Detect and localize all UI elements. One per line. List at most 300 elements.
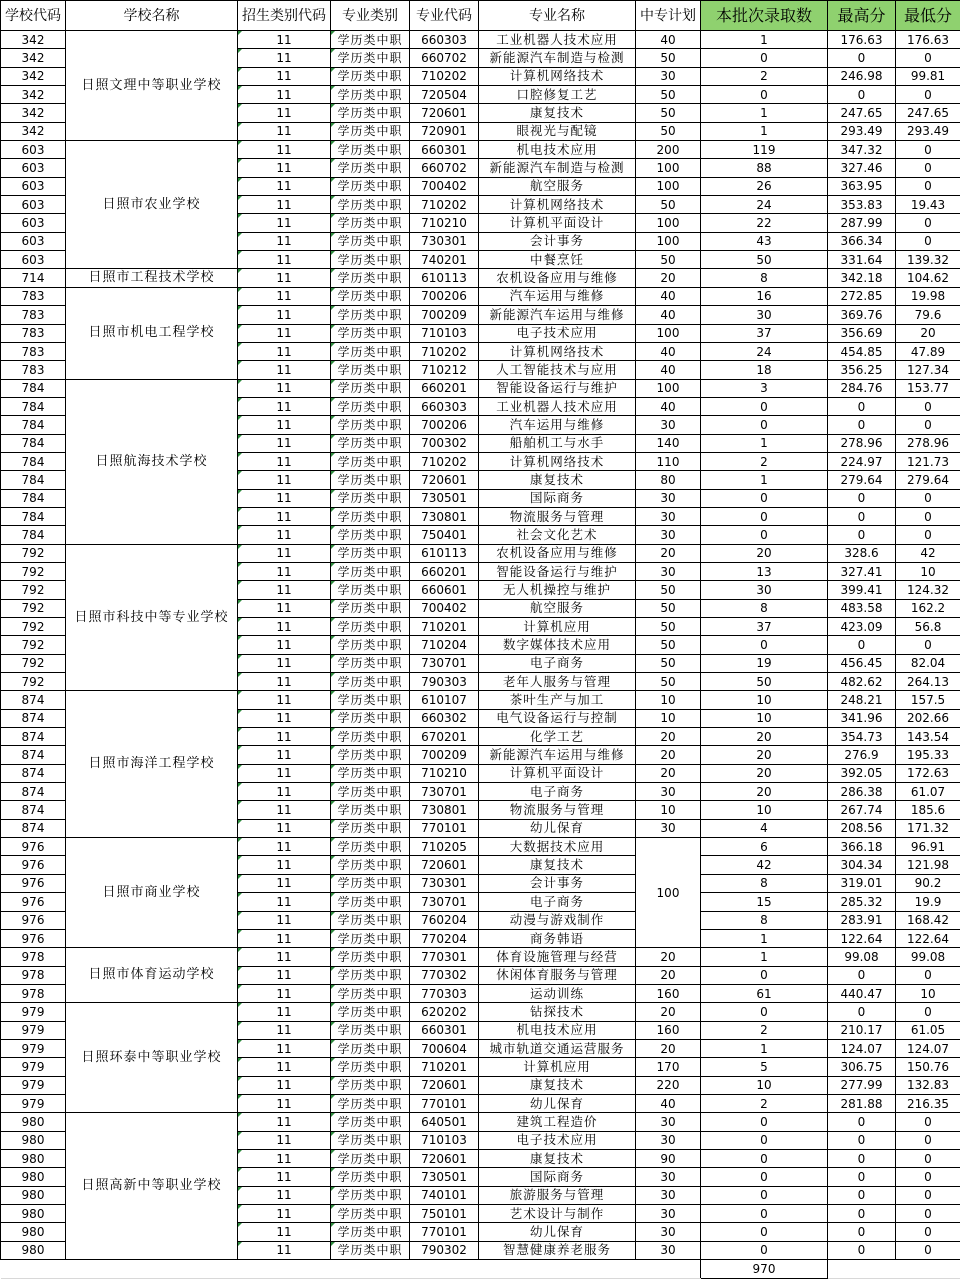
cell-category-code[interactable]: 11 [238, 728, 331, 746]
cell-admitted[interactable]: 1 [701, 434, 828, 452]
cell-major-name[interactable]: 电子商务 [479, 654, 636, 672]
cell-major-type[interactable]: 学历类中职 [331, 654, 410, 672]
cell-major-type[interactable]: 学历类中职 [331, 544, 410, 562]
cell-min-score[interactable]: 127.34 [896, 361, 960, 379]
cell-major-type[interactable]: 学历类中职 [331, 801, 410, 819]
cell-major-name[interactable]: 物流服务与管理 [479, 801, 636, 819]
cell-max-score[interactable]: 208.56 [828, 819, 896, 837]
cell-school-code[interactable]: 792 [1, 636, 66, 654]
cell-major-name[interactable]: 化学工艺 [479, 728, 636, 746]
cell-major-name[interactable]: 运动训练 [479, 984, 636, 1002]
cell-major-code[interactable]: 660301 [410, 1021, 479, 1039]
cell-min-score[interactable]: 143.54 [896, 728, 960, 746]
cell-admitted[interactable]: 24 [701, 342, 828, 360]
cell-major-code[interactable]: 700604 [410, 1039, 479, 1057]
cell-category-code[interactable]: 11 [238, 452, 331, 470]
cell-admitted[interactable]: 2 [701, 1021, 828, 1039]
cell-min-score[interactable]: 0 [896, 1131, 960, 1149]
cell-max-score[interactable]: 347.32 [828, 141, 896, 159]
cell-major-name[interactable]: 物流服务与管理 [479, 507, 636, 525]
cell-major-code[interactable]: 770101 [410, 819, 479, 837]
cell-plan[interactable]: 50 [636, 673, 701, 691]
cell-major-name[interactable]: 国际商务 [479, 1168, 636, 1186]
cell-major-type[interactable]: 学历类中职 [331, 599, 410, 617]
header-min-score[interactable]: 最低分 [896, 1, 960, 31]
cell-major-type[interactable]: 学历类中职 [331, 49, 410, 67]
cell-max-score[interactable]: 0 [828, 1131, 896, 1149]
cell-category-code[interactable]: 11 [238, 342, 331, 360]
cell-category-code[interactable]: 11 [238, 159, 331, 177]
cell-min-score[interactable]: 0 [896, 232, 960, 250]
cell-major-name[interactable]: 计算机平面设计 [479, 214, 636, 232]
cell-school-code[interactable]: 874 [1, 819, 66, 837]
cell-category-code[interactable]: 11 [238, 1131, 331, 1149]
empty-cell[interactable] [238, 1260, 331, 1279]
cell-plan[interactable]: 50 [636, 581, 701, 599]
cell-max-score[interactable]: 246.98 [828, 67, 896, 85]
cell-max-score[interactable]: 366.34 [828, 232, 896, 250]
cell-plan[interactable]: 100 [636, 159, 701, 177]
cell-max-score[interactable]: 440.47 [828, 984, 896, 1002]
cell-admitted[interactable]: 19 [701, 654, 828, 672]
cell-major-name[interactable]: 康复技术 [479, 1076, 636, 1094]
cell-category-code[interactable]: 11 [238, 966, 331, 984]
cell-plan[interactable]: 30 [636, 783, 701, 801]
cell-major-code[interactable]: 700402 [410, 177, 479, 195]
cell-max-score[interactable]: 210.17 [828, 1021, 896, 1039]
cell-school-code[interactable]: 980 [1, 1223, 66, 1241]
cell-major-type[interactable]: 学历类中职 [331, 1149, 410, 1167]
cell-max-score[interactable]: 0 [828, 526, 896, 544]
cell-school-name[interactable]: 日照市海洋工程学校 [66, 691, 238, 838]
cell-max-score[interactable]: 392.05 [828, 764, 896, 782]
cell-min-score[interactable]: 79.6 [896, 306, 960, 324]
cell-plan[interactable]: 100 [636, 232, 701, 250]
cell-min-score[interactable]: 61.07 [896, 783, 960, 801]
cell-plan[interactable]: 30 [636, 1223, 701, 1241]
cell-plan[interactable]: 40 [636, 1094, 701, 1112]
cell-major-code[interactable]: 660201 [410, 379, 479, 397]
cell-max-score[interactable]: 279.64 [828, 471, 896, 489]
cell-category-code[interactable]: 11 [238, 599, 331, 617]
cell-major-code[interactable]: 700402 [410, 599, 479, 617]
cell-max-score[interactable]: 483.58 [828, 599, 896, 617]
cell-major-name[interactable]: 建筑工程造价 [479, 1113, 636, 1131]
cell-plan[interactable]: 30 [636, 1113, 701, 1131]
cell-major-type[interactable]: 学历类中职 [331, 361, 410, 379]
cell-plan[interactable]: 220 [636, 1076, 701, 1094]
cell-category-code[interactable]: 11 [238, 49, 331, 67]
cell-max-score[interactable]: 0 [828, 1113, 896, 1131]
cell-school-code[interactable]: 603 [1, 141, 66, 159]
cell-min-score[interactable]: 0 [896, 214, 960, 232]
cell-min-score[interactable]: 19.98 [896, 287, 960, 305]
cell-major-type[interactable]: 学历类中职 [331, 874, 410, 892]
cell-min-score[interactable]: 19.9 [896, 893, 960, 911]
cell-major-name[interactable]: 农机设备应用与维修 [479, 544, 636, 562]
cell-plan[interactable]: 160 [636, 1021, 701, 1039]
cell-major-name[interactable]: 汽车运用与维修 [479, 287, 636, 305]
cell-category-code[interactable]: 11 [238, 984, 331, 1002]
header-plan[interactable]: 中专计划 [636, 1, 701, 31]
cell-major-type[interactable]: 学历类中职 [331, 86, 410, 104]
cell-major-code[interactable]: 770301 [410, 948, 479, 966]
cell-major-type[interactable]: 学历类中职 [331, 1113, 410, 1131]
cell-major-type[interactable]: 学历类中职 [331, 31, 410, 49]
cell-category-code[interactable]: 11 [238, 196, 331, 214]
cell-major-type[interactable]: 学历类中职 [331, 434, 410, 452]
cell-max-score[interactable]: 423.09 [828, 618, 896, 636]
cell-school-code[interactable]: 792 [1, 562, 66, 580]
cell-category-code[interactable]: 11 [238, 562, 331, 580]
empty-cell[interactable] [896, 1260, 960, 1279]
cell-admitted[interactable]: 1 [701, 122, 828, 140]
header-major-type[interactable]: 专业类别 [331, 1, 410, 31]
cell-min-score[interactable]: 104.62 [896, 269, 960, 287]
cell-major-name[interactable]: 商务韩语 [479, 929, 636, 947]
cell-major-name[interactable]: 计算机网络技术 [479, 196, 636, 214]
cell-category-code[interactable]: 11 [238, 86, 331, 104]
cell-admitted[interactable]: 50 [701, 673, 828, 691]
cell-major-code[interactable]: 730701 [410, 893, 479, 911]
cell-category-code[interactable]: 11 [238, 526, 331, 544]
cell-max-score[interactable]: 327.41 [828, 562, 896, 580]
cell-school-code[interactable]: 603 [1, 196, 66, 214]
cell-school-code[interactable]: 783 [1, 324, 66, 342]
cell-major-name[interactable]: 电子商务 [479, 893, 636, 911]
cell-max-score[interactable]: 0 [828, 1003, 896, 1021]
cell-major-code[interactable]: 790302 [410, 1241, 479, 1259]
cell-school-code[interactable]: 784 [1, 526, 66, 544]
cell-school-code[interactable]: 976 [1, 911, 66, 929]
cell-admitted[interactable]: 0 [701, 966, 828, 984]
cell-major-type[interactable]: 学历类中职 [331, 122, 410, 140]
cell-school-code[interactable]: 874 [1, 764, 66, 782]
cell-major-type[interactable]: 学历类中职 [331, 526, 410, 544]
cell-category-code[interactable]: 11 [238, 232, 331, 250]
cell-major-name[interactable]: 体育设施管理与经营 [479, 948, 636, 966]
cell-category-code[interactable]: 11 [238, 673, 331, 691]
cell-major-code[interactable]: 700209 [410, 746, 479, 764]
cell-category-code[interactable]: 11 [238, 893, 331, 911]
cell-major-code[interactable]: 750401 [410, 526, 479, 544]
cell-major-type[interactable]: 学历类中职 [331, 159, 410, 177]
cell-major-code[interactable]: 700206 [410, 416, 479, 434]
cell-max-score[interactable]: 278.96 [828, 434, 896, 452]
cell-min-score[interactable]: 10 [896, 984, 960, 1002]
cell-admitted[interactable]: 16 [701, 287, 828, 305]
cell-category-code[interactable]: 11 [238, 1223, 331, 1241]
cell-school-code[interactable]: 980 [1, 1131, 66, 1149]
cell-min-score[interactable]: 0 [896, 141, 960, 159]
cell-school-code[interactable]: 783 [1, 361, 66, 379]
cell-category-code[interactable]: 11 [238, 636, 331, 654]
cell-school-code[interactable]: 792 [1, 673, 66, 691]
cell-min-score[interactable]: 90.2 [896, 874, 960, 892]
cell-major-code[interactable]: 660303 [410, 397, 479, 415]
cell-plan[interactable]: 20 [636, 269, 701, 287]
cell-school-code[interactable]: 783 [1, 306, 66, 324]
cell-school-code[interactable]: 980 [1, 1149, 66, 1167]
cell-category-code[interactable]: 11 [238, 104, 331, 122]
cell-admitted[interactable]: 0 [701, 1113, 828, 1131]
cell-total-admitted[interactable]: 970 [701, 1260, 828, 1279]
cell-admitted[interactable]: 30 [701, 306, 828, 324]
cell-school-code[interactable]: 792 [1, 599, 66, 617]
cell-admitted[interactable]: 0 [701, 1186, 828, 1204]
cell-max-score[interactable]: 0 [828, 489, 896, 507]
cell-category-code[interactable]: 11 [238, 618, 331, 636]
cell-school-code[interactable]: 980 [1, 1241, 66, 1259]
cell-max-score[interactable]: 482.62 [828, 673, 896, 691]
cell-major-code[interactable]: 660702 [410, 159, 479, 177]
cell-school-code[interactable]: 874 [1, 728, 66, 746]
cell-plan[interactable]: 200 [636, 141, 701, 159]
cell-major-type[interactable]: 学历类中职 [331, 379, 410, 397]
cell-major-name[interactable]: 口腔修复工艺 [479, 86, 636, 104]
cell-major-code[interactable]: 770303 [410, 984, 479, 1002]
cell-admitted[interactable]: 5 [701, 1058, 828, 1076]
cell-min-score[interactable]: 0 [896, 416, 960, 434]
cell-min-score[interactable]: 61.05 [896, 1021, 960, 1039]
cell-min-score[interactable]: 0 [896, 49, 960, 67]
cell-major-code[interactable]: 660303 [410, 31, 479, 49]
cell-major-code[interactable]: 720601 [410, 471, 479, 489]
cell-admitted[interactable]: 26 [701, 177, 828, 195]
cell-plan[interactable]: 30 [636, 1241, 701, 1259]
cell-max-score[interactable]: 304.34 [828, 856, 896, 874]
cell-max-score[interactable]: 331.64 [828, 251, 896, 269]
cell-major-code[interactable]: 660201 [410, 562, 479, 580]
cell-min-score[interactable]: 47.89 [896, 342, 960, 360]
cell-max-score[interactable]: 356.25 [828, 361, 896, 379]
cell-school-code[interactable]: 976 [1, 929, 66, 947]
cell-category-code[interactable]: 11 [238, 1186, 331, 1204]
cell-major-code[interactable]: 730301 [410, 874, 479, 892]
cell-plan[interactable]: 100 [636, 177, 701, 195]
cell-school-code[interactable]: 874 [1, 801, 66, 819]
cell-school-code[interactable]: 979 [1, 1094, 66, 1112]
cell-school-code[interactable]: 792 [1, 618, 66, 636]
cell-plan[interactable]: 30 [636, 1186, 701, 1204]
cell-school-code[interactable]: 783 [1, 287, 66, 305]
cell-school-code[interactable]: 976 [1, 893, 66, 911]
cell-major-type[interactable]: 学历类中职 [331, 746, 410, 764]
cell-major-code[interactable]: 790303 [410, 673, 479, 691]
cell-max-score[interactable]: 0 [828, 1241, 896, 1259]
cell-max-score[interactable]: 248.21 [828, 691, 896, 709]
cell-school-name[interactable]: 日照市工程技术学校 [66, 269, 238, 287]
cell-major-type[interactable]: 学历类中职 [331, 324, 410, 342]
cell-category-code[interactable]: 11 [238, 1168, 331, 1186]
cell-plan[interactable]: 50 [636, 49, 701, 67]
cell-min-score[interactable]: 0 [896, 1149, 960, 1167]
cell-major-name[interactable]: 新能源汽车制造与检测 [479, 49, 636, 67]
cell-major-code[interactable]: 770302 [410, 966, 479, 984]
cell-max-score[interactable]: 267.74 [828, 801, 896, 819]
cell-major-name[interactable]: 智慧健康养老服务 [479, 1241, 636, 1259]
cell-category-code[interactable]: 11 [238, 1205, 331, 1223]
cell-major-code[interactable]: 720901 [410, 122, 479, 140]
cell-min-score[interactable]: 172.63 [896, 764, 960, 782]
cell-category-code[interactable]: 11 [238, 1003, 331, 1021]
cell-school-code[interactable]: 792 [1, 544, 66, 562]
cell-max-score[interactable]: 363.95 [828, 177, 896, 195]
cell-school-code[interactable]: 603 [1, 159, 66, 177]
cell-admitted[interactable]: 0 [701, 1168, 828, 1186]
cell-major-name[interactable]: 茶叶生产与加工 [479, 691, 636, 709]
empty-cell[interactable] [479, 1260, 636, 1279]
cell-min-score[interactable]: 121.98 [896, 856, 960, 874]
cell-school-code[interactable]: 980 [1, 1113, 66, 1131]
cell-plan[interactable]: 40 [636, 342, 701, 360]
empty-cell[interactable] [1, 1260, 66, 1279]
cell-max-score[interactable]: 293.49 [828, 122, 896, 140]
cell-major-code[interactable]: 720601 [410, 1076, 479, 1094]
cell-max-score[interactable]: 272.85 [828, 287, 896, 305]
cell-major-name[interactable]: 电子技术应用 [479, 324, 636, 342]
cell-major-code[interactable]: 720504 [410, 86, 479, 104]
cell-plan[interactable]: 50 [636, 654, 701, 672]
cell-max-score[interactable]: 0 [828, 507, 896, 525]
empty-cell[interactable] [636, 1260, 701, 1279]
cell-max-score[interactable]: 0 [828, 416, 896, 434]
cell-school-name[interactable]: 日照市机电工程学校 [66, 287, 238, 379]
cell-admitted[interactable]: 88 [701, 159, 828, 177]
cell-major-name[interactable]: 动漫与游戏制作 [479, 911, 636, 929]
cell-major-type[interactable]: 学历类中职 [331, 177, 410, 195]
cell-major-type[interactable]: 学历类中职 [331, 416, 410, 434]
cell-category-code[interactable]: 11 [238, 654, 331, 672]
cell-plan[interactable]: 50 [636, 599, 701, 617]
cell-plan[interactable]: 30 [636, 67, 701, 85]
cell-major-type[interactable]: 学历类中职 [331, 1186, 410, 1204]
cell-major-name[interactable]: 旅游服务与管理 [479, 1186, 636, 1204]
cell-min-score[interactable]: 0 [896, 507, 960, 525]
cell-category-code[interactable]: 11 [238, 287, 331, 305]
cell-major-code[interactable]: 730301 [410, 232, 479, 250]
cell-max-score[interactable]: 176.63 [828, 31, 896, 49]
cell-major-type[interactable]: 学历类中职 [331, 397, 410, 415]
cell-min-score[interactable]: 195.33 [896, 746, 960, 764]
cell-major-code[interactable]: 660601 [410, 581, 479, 599]
cell-category-code[interactable]: 11 [238, 141, 331, 159]
cell-admitted[interactable]: 0 [701, 1205, 828, 1223]
cell-admitted[interactable]: 50 [701, 251, 828, 269]
cell-max-score[interactable]: 277.99 [828, 1076, 896, 1094]
cell-major-code[interactable]: 710202 [410, 452, 479, 470]
cell-min-score[interactable]: 0 [896, 177, 960, 195]
cell-major-name[interactable]: 会计事务 [479, 232, 636, 250]
cell-min-score[interactable]: 162.2 [896, 599, 960, 617]
cell-max-score[interactable]: 319.01 [828, 874, 896, 892]
cell-major-type[interactable]: 学历类中职 [331, 673, 410, 691]
cell-min-score[interactable]: 278.96 [896, 434, 960, 452]
cell-major-code[interactable]: 610113 [410, 544, 479, 562]
cell-min-score[interactable]: 139.32 [896, 251, 960, 269]
cell-admitted[interactable]: 6 [701, 838, 828, 856]
cell-min-score[interactable]: 0 [896, 1223, 960, 1241]
cell-admitted[interactable]: 37 [701, 324, 828, 342]
cell-category-code[interactable]: 11 [238, 379, 331, 397]
cell-major-code[interactable]: 610113 [410, 269, 479, 287]
cell-category-code[interactable]: 11 [238, 838, 331, 856]
cell-admitted[interactable]: 42 [701, 856, 828, 874]
cell-min-score[interactable]: 150.76 [896, 1058, 960, 1076]
cell-category-code[interactable]: 11 [238, 948, 331, 966]
cell-category-code[interactable]: 11 [238, 397, 331, 415]
cell-min-score[interactable]: 0 [896, 1113, 960, 1131]
cell-major-type[interactable]: 学历类中职 [331, 1021, 410, 1039]
cell-major-type[interactable]: 学历类中职 [331, 893, 410, 911]
cell-major-code[interactable]: 730801 [410, 507, 479, 525]
cell-category-code[interactable]: 11 [238, 709, 331, 727]
cell-max-score[interactable]: 0 [828, 1186, 896, 1204]
cell-max-score[interactable]: 454.85 [828, 342, 896, 360]
cell-admitted[interactable]: 10 [701, 1076, 828, 1094]
cell-major-name[interactable]: 艺术设计与制作 [479, 1205, 636, 1223]
cell-plan[interactable]: 20 [636, 746, 701, 764]
cell-major-type[interactable]: 学历类中职 [331, 1058, 410, 1076]
cell-major-type[interactable]: 学历类中职 [331, 232, 410, 250]
cell-school-name[interactable]: 日照高新中等职业学校 [66, 1113, 238, 1260]
cell-plan[interactable]: 40 [636, 361, 701, 379]
cell-school-code[interactable]: 784 [1, 416, 66, 434]
cell-min-score[interactable]: 82.04 [896, 654, 960, 672]
cell-max-score[interactable]: 276.9 [828, 746, 896, 764]
cell-major-type[interactable]: 学历类中职 [331, 948, 410, 966]
cell-max-score[interactable]: 0 [828, 1205, 896, 1223]
cell-plan[interactable]: 30 [636, 507, 701, 525]
cell-plan[interactable]: 30 [636, 416, 701, 434]
cell-major-code[interactable]: 710103 [410, 1131, 479, 1149]
cell-major-code[interactable]: 660702 [410, 49, 479, 67]
cell-major-type[interactable]: 学历类中职 [331, 1076, 410, 1094]
cell-min-score[interactable]: 0 [896, 966, 960, 984]
cell-school-code[interactable]: 784 [1, 507, 66, 525]
header-admitted[interactable]: 本批次录取数 [701, 1, 828, 31]
cell-category-code[interactable]: 11 [238, 764, 331, 782]
cell-category-code[interactable]: 11 [238, 1021, 331, 1039]
cell-major-type[interactable]: 学历类中职 [331, 691, 410, 709]
cell-major-type[interactable]: 学历类中职 [331, 966, 410, 984]
cell-min-score[interactable]: 202.66 [896, 709, 960, 727]
cell-admitted[interactable]: 0 [701, 489, 828, 507]
cell-max-score[interactable]: 456.45 [828, 654, 896, 672]
cell-school-name[interactable]: 日照市体育运动学校 [66, 948, 238, 1003]
cell-school-code[interactable]: 979 [1, 1021, 66, 1039]
cell-admitted[interactable]: 15 [701, 893, 828, 911]
cell-max-score[interactable]: 327.46 [828, 159, 896, 177]
cell-admitted[interactable]: 1 [701, 104, 828, 122]
cell-school-code[interactable]: 874 [1, 709, 66, 727]
cell-max-score[interactable]: 0 [828, 636, 896, 654]
cell-min-score[interactable]: 0 [896, 397, 960, 415]
cell-major-code[interactable]: 670201 [410, 728, 479, 746]
cell-major-name[interactable]: 计算机网络技术 [479, 452, 636, 470]
cell-max-score[interactable]: 328.6 [828, 544, 896, 562]
cell-max-score[interactable]: 122.64 [828, 929, 896, 947]
cell-major-type[interactable]: 学历类中职 [331, 214, 410, 232]
cell-admitted[interactable]: 10 [701, 691, 828, 709]
cell-plan[interactable]: 50 [636, 122, 701, 140]
cell-admitted[interactable]: 1 [701, 948, 828, 966]
cell-major-name[interactable]: 新能源汽车运用与维修 [479, 746, 636, 764]
cell-school-name[interactable]: 日照航海技术学校 [66, 379, 238, 544]
cell-plan[interactable]: 50 [636, 636, 701, 654]
cell-min-score[interactable]: 0 [896, 86, 960, 104]
cell-max-score[interactable]: 341.96 [828, 709, 896, 727]
